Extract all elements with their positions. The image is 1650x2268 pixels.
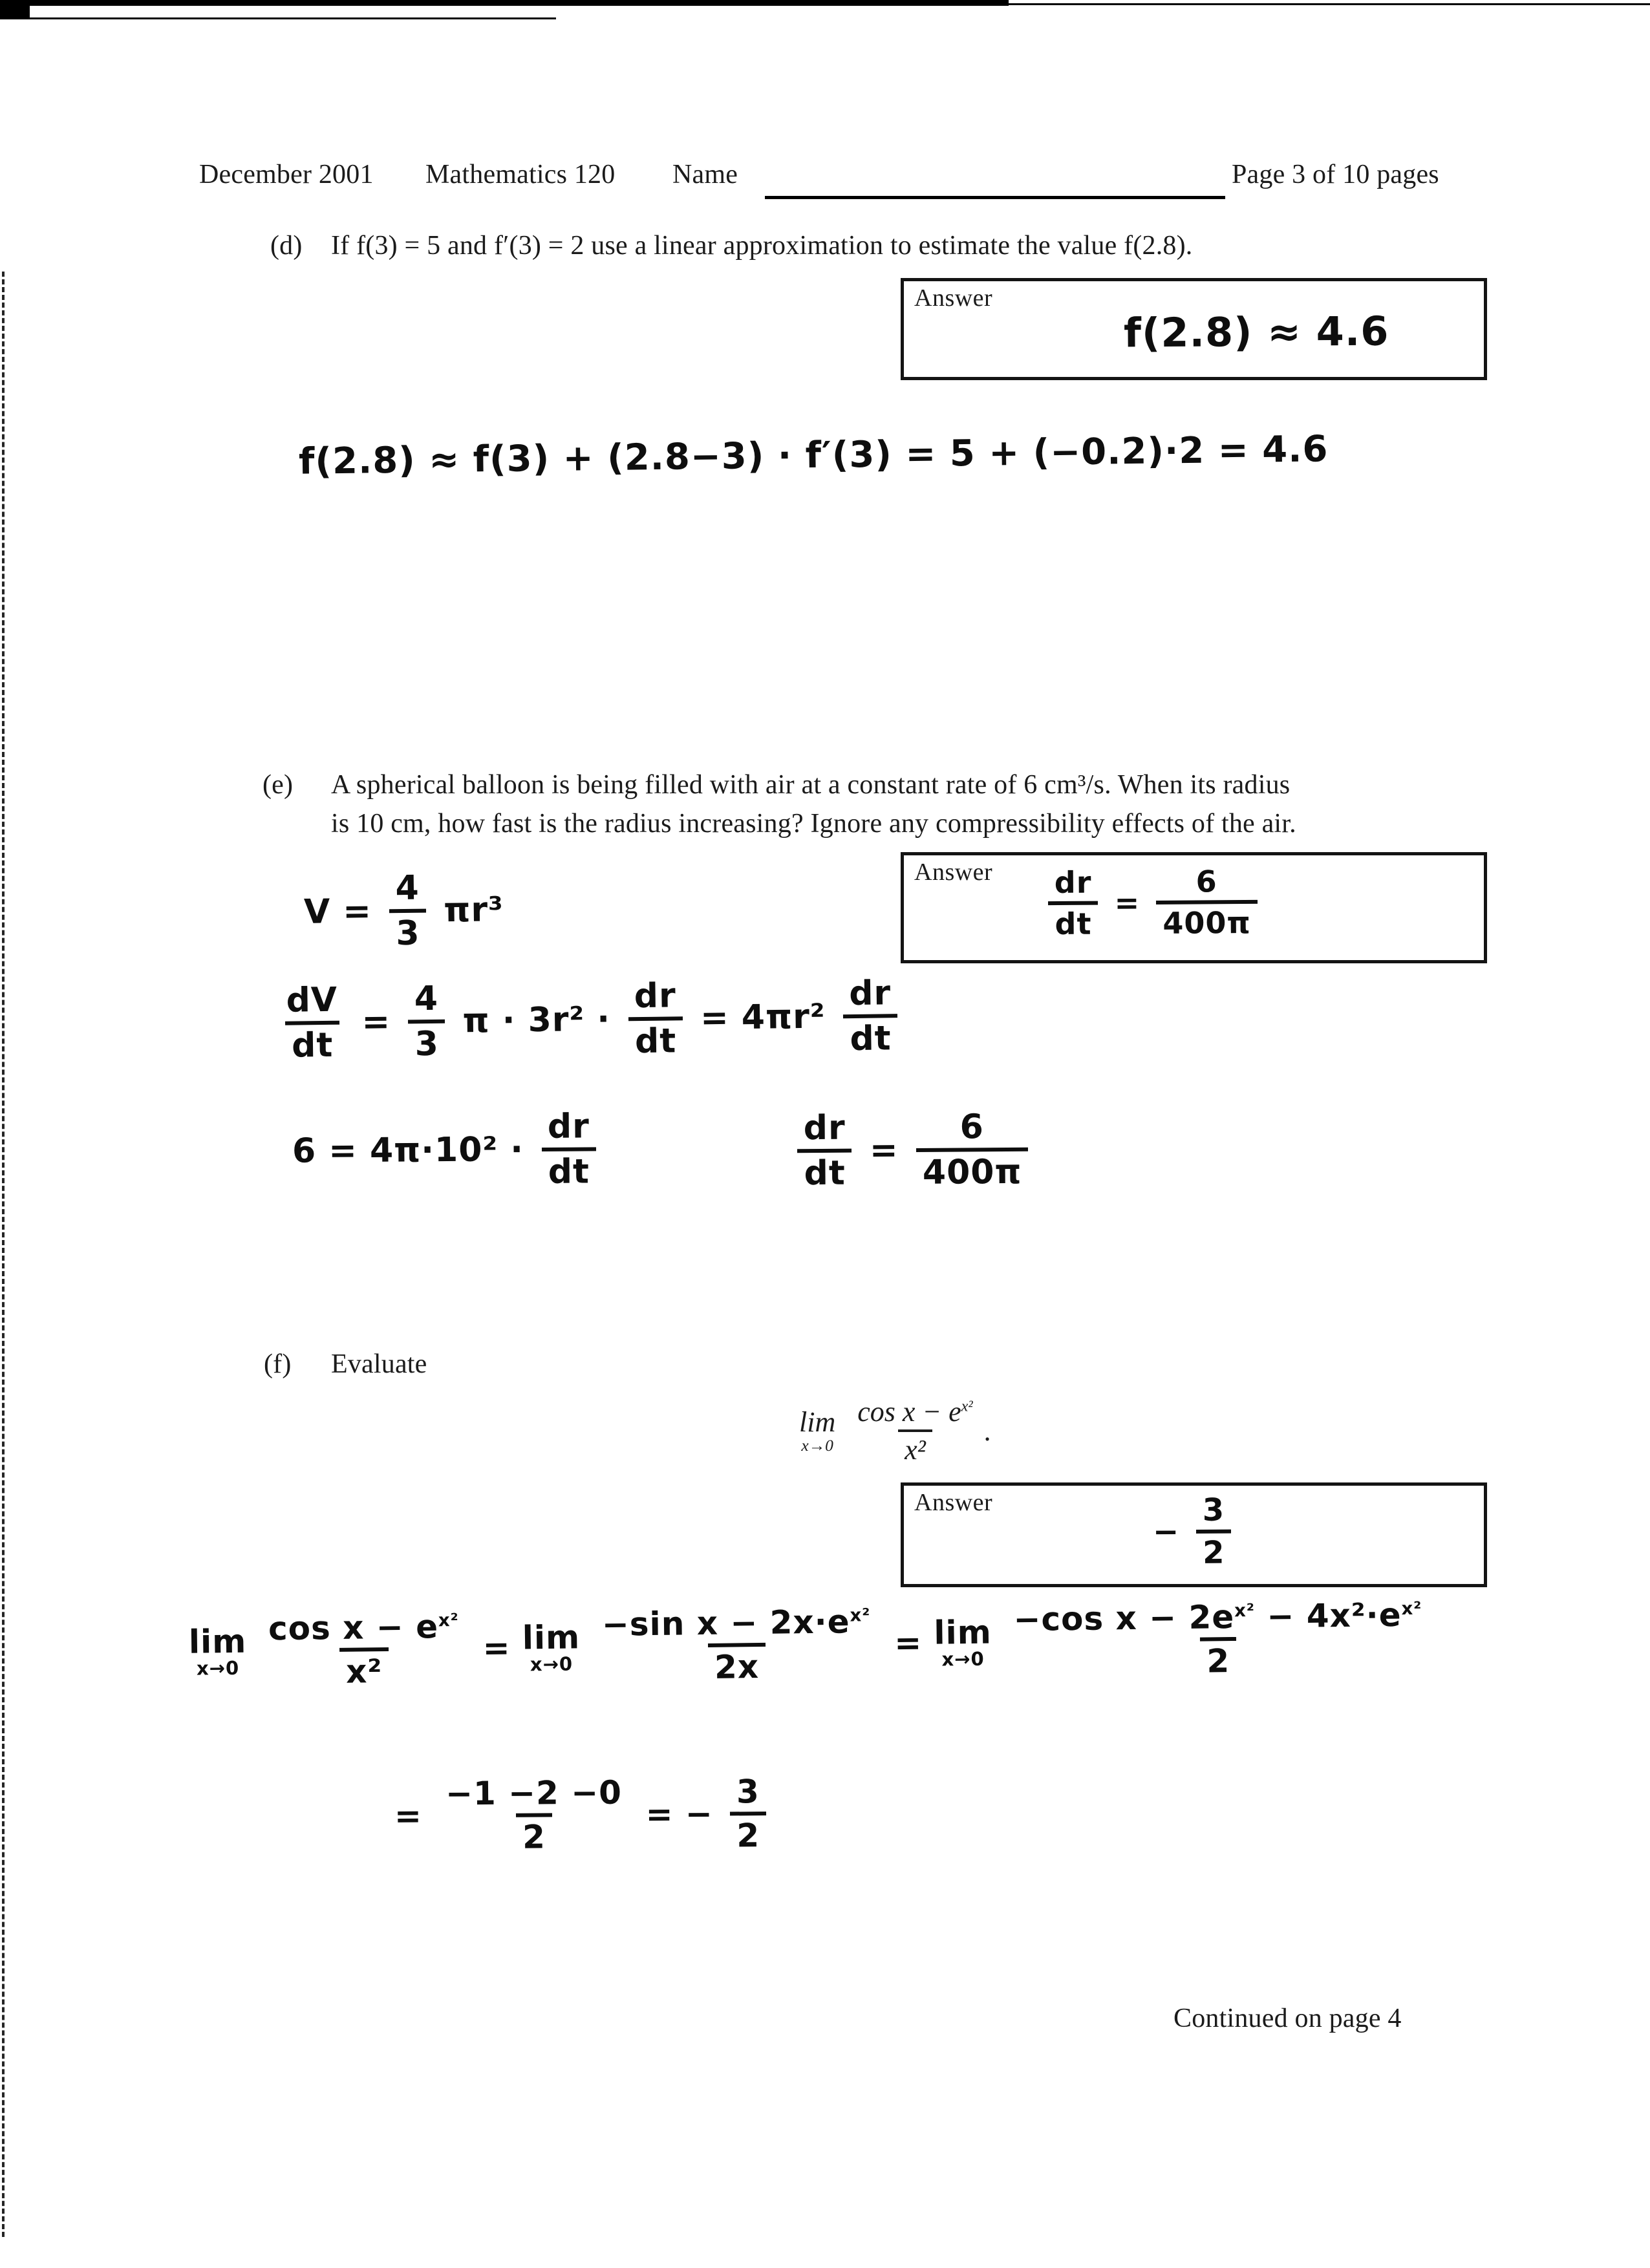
answer-box-f — [901, 1482, 1487, 1587]
header-date: December 2001 — [199, 160, 374, 189]
answer-d-handwritten: f(2.8) ≈ 4.6 — [1123, 307, 1389, 357]
answer-box-f-label: Answer — [914, 1489, 993, 1516]
question-e-text-line1: A spherical balloon is being filled with air at a constant rate of 6 cm³/s. When its radius — [331, 770, 1291, 800]
scan-artifact-corner — [0, 0, 30, 19]
question-f-text: Evaluate — [331, 1349, 427, 1379]
work-e-line1-handwritten: V = $\frac{4}{3}$ πr³ — [303, 866, 504, 956]
question-d-label: (d) — [270, 231, 303, 261]
header-page-info: Page 3 of 10 pages — [1232, 160, 1439, 189]
limit-expression-printed: lim x→0 cos x − $e^{x^2}$ x² . — [799, 1394, 992, 1468]
work-f-line2-handwritten: = $\frac{-1 -2 -0}{2}$ = − $\frac{3}{2}$ — [394, 1771, 772, 1858]
answer-box-d-label: Answer — [914, 284, 993, 312]
answer-box-e — [901, 852, 1487, 963]
question-e-text-line2: is 10 cm, how fast is the radius increasing? Ignore any compressibility effects of the air. — [331, 809, 1296, 839]
header-course: Mathematics 120 — [425, 160, 616, 189]
work-e-line3b-handwritten: $\frac{dr}{dt}$ = $\frac{6}{400\pi}$ — [792, 1106, 1034, 1195]
header-name-label: Name — [672, 160, 738, 189]
answer-box-d — [901, 278, 1487, 380]
answer-e-handwritten: $\frac{dr}{dt}$ = $\frac{6}{400\pi}$ — [1043, 862, 1263, 943]
question-e-label: (e) — [262, 770, 294, 800]
work-e-line3a-handwritten: 6 = 4π·10² · $\frac{dr}{dt}$ — [292, 1106, 602, 1194]
scan-artifact-top-line-2 — [0, 17, 556, 19]
question-f-label: (f) — [264, 1349, 292, 1379]
answer-box-e-label: Answer — [914, 859, 993, 886]
work-e-line2-handwritten: $\frac{dV}{dt}$ = $\frac{4}{3}$ π · 3r² · $\frac{dr}{dt}$ = 4πr² $\frac{dr}{dt}$ — [274, 972, 903, 1067]
name-blank-line — [765, 196, 1225, 199]
scan-artifact-top-line — [0, 3, 1650, 5]
work-d-handwritten: f(2.8) ≈ f(3) + (2.8−3) · f′(3) = 5 + (−0.2)·2 = 4.6 — [298, 428, 1329, 483]
scan-artifact-left-edge — [2, 272, 5, 2237]
question-d-text: If f(3) = 5 and f′(3) = 2 use a linear approximation to estimate the value f(2.8). — [331, 231, 1193, 261]
work-f-line1-handwritten: lim x→0 cos x − $e^{x^2}$ x² = lim x→0 −sin x − 2x· $e^{x^2}$ 2x = lim x→0 −cos x − 2 $e^{x^2}$ − 4x²· $e^{x^2}$ 2 — [188, 1594, 1434, 1694]
answer-f-handwritten: − $\frac{3}{2}$ — [1153, 1491, 1237, 1573]
footer-continued: Continued on page 4 — [1173, 2004, 1402, 2033]
